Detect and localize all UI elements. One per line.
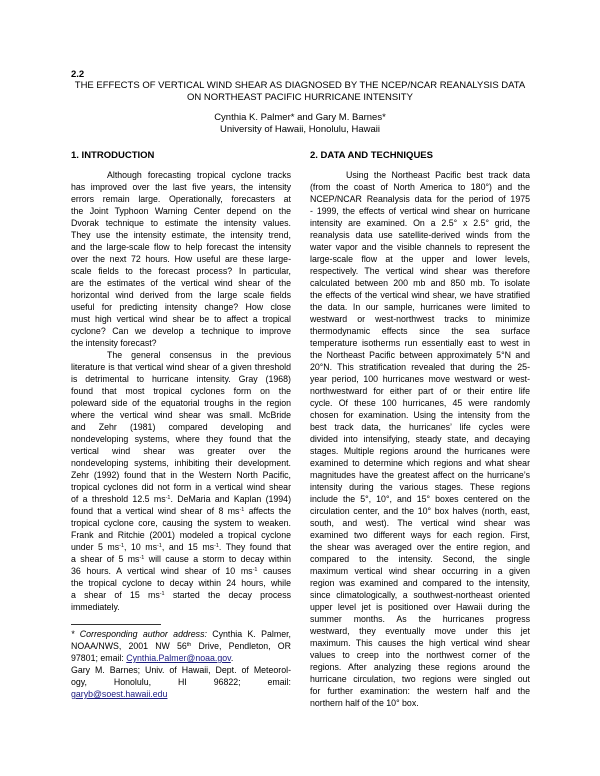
text-segment: , and 15 ms	[161, 542, 215, 552]
paper-number: 2.2	[71, 69, 85, 80]
text-line: useful for predicting intensity change? How close	[71, 302, 291, 312]
text-segment: will cause a storm to decay within	[144, 554, 291, 564]
text-line	[71, 589, 291, 601]
text-line: and the large-scale flow to help forecast the intensity	[71, 242, 291, 252]
text-segment: a shear of 5 ms	[71, 554, 140, 564]
text-line	[71, 640, 291, 652]
text-segment: Cynthia K. Palmer,	[206, 629, 291, 639]
text-segment: 97801; email:	[71, 653, 127, 663]
text-line: 20°N. This stratification revealed that during the 25-	[310, 362, 530, 372]
text-line: and Zehr (1981) compared developing and	[71, 422, 291, 432]
text-line: (from the coast of North America to 180°) and the	[310, 182, 530, 192]
footnote	[71, 628, 291, 700]
text-line: horizontal wind derived from the large scale fields	[71, 290, 291, 300]
text-line	[71, 628, 291, 640]
text-line: summer months. As the hurricanes progress	[310, 614, 530, 624]
text-segment: found that a vertical wind shear of 8 ms	[71, 506, 240, 516]
superscript: th	[186, 642, 192, 648]
text-line: Dvorak technique to estimate the intensity values.	[71, 218, 291, 228]
text-line: best track data, the hurricanes’ life cycles were	[310, 422, 530, 432]
text-line: chosen for examination. Using the intensity from the	[310, 410, 530, 420]
text-line: literature is that vertical wind shear of a given threshold	[71, 362, 291, 372]
text-line: maximum. This causes the high vertical wind shear	[310, 638, 530, 648]
text-line: NCEP/NCAR Reanalysis data for the period of 1975	[310, 194, 530, 204]
superscript: -1	[252, 567, 258, 573]
email-link[interactable]: Cynthia.Palmer@noaa.gov	[126, 653, 231, 663]
superscript: -1	[159, 591, 165, 597]
text-segment: 36 hours. A vertical wind shear of 10 ms	[71, 566, 253, 576]
text-line: stages. Multiple regions around the hurricanes were	[310, 446, 530, 456]
text-line: westward or west-northwest tracks to minimize	[310, 314, 530, 324]
text-segment: under 5 ms	[71, 542, 120, 552]
text-line: divided into intensifying, steady state, and decaying	[310, 434, 530, 444]
text-line: intensity during the various stages. These regions	[310, 482, 530, 492]
text-line: the effects of the vertical wind shear, we have stratified	[310, 290, 530, 300]
text-line: examined to determine which regions and what shear	[310, 458, 530, 468]
text-line: cycle. Of these 100 hurricanes, 45 were randomly	[310, 398, 530, 408]
text-line: regions. After analyzing these regions around the	[310, 662, 530, 672]
text-line: vertical wind shear was greater over the	[71, 446, 291, 456]
author-affiliation: University of Hawaii, Honolulu, Hawaii	[220, 124, 380, 135]
text-segment: , 10 ms	[124, 542, 158, 552]
superscript: -1	[214, 543, 219, 549]
text-line	[71, 493, 291, 505]
text-line: thermodynamic effects since the sea surface	[310, 326, 530, 336]
text-line: hurricane circulation, two regions were singled out	[310, 674, 530, 684]
text-line: must high vertical wind shear be to affect a tropical	[71, 314, 291, 324]
email-link[interactable]: garyb@soest.hawaii.edu	[71, 689, 168, 699]
footnote-label: * Corresponding author address:	[71, 629, 207, 639]
title-line-1: THE EFFECTS OF VERTICAL WIND SHEAR AS DIAGNOSED BY THE NCEP/NCAR REANALYSIS DATA	[74, 80, 526, 91]
text-line: Zehr (1992) found that in the Western North Pacific,	[71, 470, 291, 480]
text-line: reanalysis data use satellite-derived winds from the	[310, 230, 530, 240]
superscript: -1	[139, 555, 145, 561]
footnote-paragraph-1	[71, 628, 291, 664]
text-line: nondeveloping systems, inhibiting their development.	[71, 458, 291, 468]
section-heading-introduction: 1. INTRODUCTION	[71, 150, 155, 161]
superscript: -1	[119, 543, 125, 549]
intro-paragraph-1	[71, 169, 291, 349]
text-line: cyclone? Can we develop a technique to improve	[71, 326, 291, 336]
text-line: over the next 72 hours. How useful are these large-	[71, 254, 291, 264]
text-segment: .	[230, 653, 234, 663]
text-line	[71, 553, 291, 565]
text-line: include the 5°, 10°, and 15° boxes centered on the	[310, 494, 530, 504]
superscript: -1	[165, 495, 171, 501]
text-line: circulation center, and the 10° box halves (north, east,	[310, 506, 530, 516]
text-line	[71, 652, 291, 664]
footnote-rule	[71, 624, 161, 625]
text-line: compared to the intensity. Second, the single	[310, 554, 530, 564]
left-column	[71, 169, 291, 613]
text-line: water vapor and the visible channels to represent the	[310, 242, 530, 252]
text-line: the tropical cyclone to decay within 24 hours, while	[71, 578, 291, 588]
text-segment: of a threshold 12.5 ms	[71, 494, 166, 504]
text-line: year period, 100 hurricanes move westward or west-	[310, 374, 530, 384]
text-line: upper level jet is positioned over Hawaii during the	[310, 602, 530, 612]
text-line: are the estimates of the vertical wind shear of the	[71, 278, 291, 288]
text-line: found that most tropical cyclones form on the	[71, 386, 291, 396]
text-line: south, and west). The vertical wind shear was	[310, 518, 530, 528]
text-line: nondeveloping systems, where they found that the	[71, 434, 291, 444]
text-line: Although forecasting tropical cyclone tracks	[107, 170, 291, 180]
author-list: Cynthia K. Palmer* and Gary M. Barnes*	[214, 112, 386, 123]
text-line: the shear was averaged over the entire region, and	[310, 542, 530, 552]
text-line: the intensity forecast?	[71, 338, 157, 348]
superscript: -1	[239, 507, 245, 513]
text-line: values to creep into the northwest corner of the	[310, 650, 530, 660]
text-line: region was examined and compared to the intensity,	[310, 578, 530, 588]
text-line: The general consensus in the previous	[107, 350, 291, 360]
text-line: for further examination: the western half and the	[310, 686, 530, 696]
text-segment: . They found that	[218, 542, 291, 552]
text-line: magnitudes have the greatest affect on the hurricane’s	[310, 470, 530, 480]
text-line: since climatologically, a southwest-northeast oriented	[310, 590, 530, 600]
text-segment: started the decay process	[164, 590, 291, 600]
text-line	[71, 688, 291, 700]
text-line	[71, 565, 291, 577]
text-line: scale fields to the forecast process? In particular,	[71, 266, 291, 276]
text-line: tropical cyclone core, causing the system to weaken.	[71, 518, 291, 528]
text-line: - 1999, the effects of vertical wind shear on hurricane	[310, 206, 530, 216]
paper-title	[60, 80, 540, 104]
text-segment: a shear of 15 ms	[71, 590, 160, 600]
text-line: northwestward for either part of or their entire life	[310, 386, 530, 396]
section-heading-data-and-techniques: 2. DATA AND TECHNIQUES	[310, 150, 433, 161]
text-line: intensity are examined. On a 2.5° x 2.5° grid, the	[310, 218, 530, 228]
text-line: They use the intensity estimate, the intensity trend,	[71, 230, 291, 240]
text-segment: NOAA/NWS, 2001 NW 56	[71, 641, 187, 651]
text-line: the Joint Typhoon Warning Center depend on the	[71, 206, 291, 216]
text-line: the data. In our sample, hurricanes were limited to	[310, 302, 530, 312]
text-line: respectively. The vertical wind shear was therefore	[310, 266, 530, 276]
text-line: temperature isotherms run essentially east to west in	[310, 338, 530, 348]
text-line: is detrimental to hurricane intensity. Gray (1968)	[71, 374, 291, 384]
text-segment: affects the	[244, 506, 291, 516]
text-line: Using the Northeast Pacific best track data	[346, 170, 530, 180]
title-line-2: ON NORTHEAST PACIFIC HURRICANE INTENSITY	[187, 92, 413, 103]
right-column	[310, 169, 530, 709]
text-segment: Drive, Pendleton, OR	[191, 641, 291, 651]
text-line: calculated between 200 mb and 850 mb. To isolate	[310, 278, 530, 288]
text-line: examined two different ways for each region. First,	[310, 530, 530, 540]
text-line: errors remain large. Operationally, forecasters at	[71, 194, 291, 204]
text-line: ogy, Honolulu, HI 96822; email:	[71, 677, 291, 687]
text-line: Frank and Ritchie (2001) modeled a tropical cyclone	[71, 530, 291, 540]
text-line: poleward side of the equatorial troughs in the region	[71, 398, 291, 408]
intro-paragraph-2	[71, 349, 291, 613]
text-line: westward, they eventually move under this jet	[310, 626, 530, 636]
text-line: the Northeast Pacific between approximately 5°N and	[310, 350, 530, 360]
text-segment: causes	[257, 566, 291, 576]
footnote-paragraph-2	[71, 664, 291, 700]
text-line: immediately.	[71, 602, 120, 612]
text-line: northern half of the 10° box.	[310, 698, 419, 708]
data-techniques-paragraph-1	[310, 169, 530, 709]
text-line: large-scale flow at the upper and lower levels,	[310, 254, 530, 264]
text-line	[71, 541, 291, 553]
text-line	[71, 505, 291, 517]
text-segment: . DeMaria and Kaplan (1994)	[170, 494, 291, 504]
text-line: tropical cyclones did not form in a vertical wind shear	[71, 482, 291, 492]
text-line: maximum vertical wind shear occurring in a given	[310, 566, 530, 576]
superscript: -1	[157, 543, 162, 549]
text-line: where the vertical wind shear was small. McBride	[71, 410, 291, 420]
text-line: has improved over the last five years, the intensity	[71, 182, 291, 192]
text-line: Gary M. Barnes; Univ. of Hawaii, Dept. of Meteorol-	[71, 665, 291, 675]
